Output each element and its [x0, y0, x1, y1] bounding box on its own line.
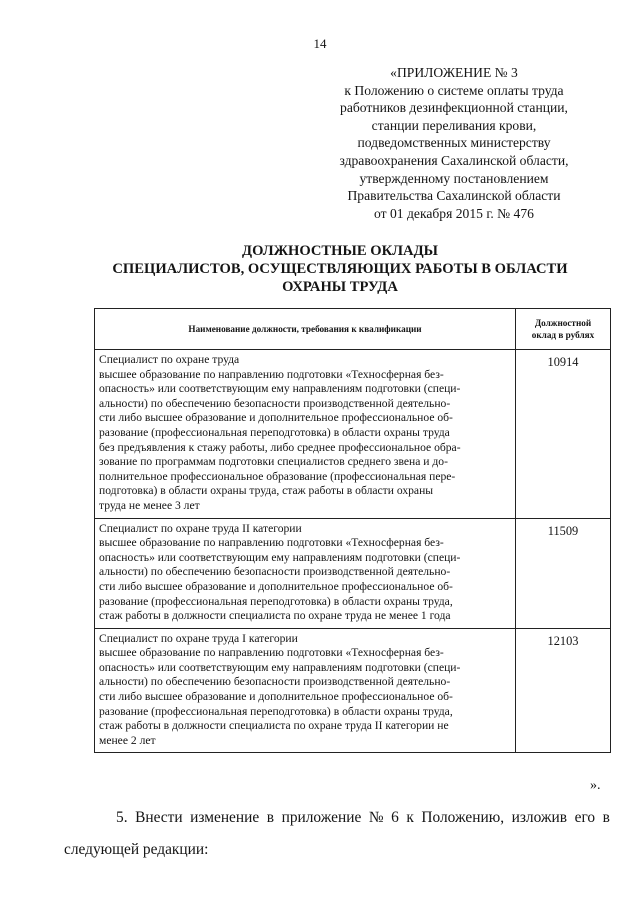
paragraph-word: изменение [190, 809, 260, 826]
appendix-line: здравоохранения Сахалинской области, [339, 152, 569, 168]
paragraph-word: Внести [135, 809, 183, 826]
paragraph-word: № [368, 809, 384, 826]
requirement-line: опасность» или соответствующим ему направлениям подготовки (специ- [99, 550, 461, 564]
requirement-line: разование (профессиональная переподготовка) в области охраны труда, [99, 704, 453, 718]
salary-cell: 12103 [516, 628, 611, 753]
page-number: 14 [313, 36, 327, 51]
position-title: Специалист по охране труда II категории [99, 521, 302, 535]
appendix-line: подведомственных министерству [357, 135, 551, 151]
appendix-line: от 01 декабря 2015 г. № 476 [374, 205, 534, 221]
requirement-line: стаж работы в должности специалиста по охране труда II категории не [99, 719, 449, 733]
position-title: Специалист по охране труда [99, 353, 240, 366]
paragraph-word: 6 [391, 809, 399, 826]
paragraph-word: его [574, 809, 596, 826]
requirement-line: подготовка) в области охраны труда, стаж работы в области охраны [99, 484, 434, 498]
position-title: Специалист по охране труда I категории [99, 631, 298, 645]
requirement-line: альности) по обеспечению безопасности производственной деятельно- [99, 396, 451, 410]
paragraph-word: к [406, 809, 414, 826]
requirement-line: труда не менее 3 лет [99, 498, 200, 512]
position-cell [95, 518, 516, 628]
paragraph-word: Положению, [421, 809, 505, 826]
requirement-line: сти либо высшее образование и дополнительное профессиональное об- [99, 690, 453, 704]
appendix-block [300, 64, 608, 222]
paragraph-word: в [266, 809, 275, 826]
requirement-line: альности) по обеспечению безопасности производственной деятельно- [99, 565, 451, 579]
appendix-line: работников дезинфекционной станции, [340, 100, 568, 116]
salary-table [94, 308, 611, 753]
salary-header-line: Должностной [534, 318, 592, 328]
paragraph-line-justified [64, 806, 610, 830]
paragraph-word: в [602, 809, 610, 826]
paragraph-line: следующей редакции: [64, 841, 209, 858]
requirement-line: стаж работы в должности специалиста по охране труда не менее 1 года [99, 609, 451, 623]
requirement-line: высшее образование по направлению подготовки «Техносферная без- [99, 646, 444, 660]
salary-cell: 11509 [516, 518, 611, 628]
appendix-line: «ПРИЛОЖЕНИЕ № 3 [390, 65, 518, 80]
table-row [95, 350, 611, 519]
paragraph-word: 5. [116, 809, 128, 826]
requirement-line: разование (профессиональная переподготовка) в области охраны труда [99, 425, 450, 439]
requirement-line: зование по программам подготовки специалистов среднего звена и до- [99, 455, 448, 469]
table-row [95, 628, 611, 753]
appendix-line: утвержденному постановлением [359, 170, 549, 186]
heading-line: ОХРАНЫ ТРУДА [282, 279, 398, 295]
requirement-line: опасность» или соответствующим ему направлениям подготовки (специ- [99, 382, 461, 396]
appendix-line: Правительства Сахалинской области [347, 188, 561, 204]
amendment-paragraph [64, 806, 610, 862]
position-cell [95, 350, 516, 519]
requirement-line: альности) по обеспечению безопасности производственной деятельно- [99, 675, 451, 689]
requirement-line: сти либо высшее образование и дополнительное профессиональное об- [99, 411, 453, 425]
appendix-line: к Положению о системе оплаты труда [344, 82, 564, 98]
requirement-line: опасность» или соответствующим ему направлениям подготовки (специ- [99, 660, 461, 674]
position-column-header: Наименование должности, требования к квалификации [95, 309, 516, 350]
paragraph-word: приложение [281, 809, 362, 826]
table-header-row [95, 309, 611, 350]
appendix-line: станции переливания крови, [371, 117, 537, 133]
requirement-line: высшее образование по направлению подготовки «Техносферная без- [99, 367, 444, 381]
document-heading [40, 242, 640, 296]
requirement-line: высшее образование по направлению подготовки «Техносферная без- [99, 536, 444, 550]
requirement-line: полнительное профессиональное образование (профессиональная пере- [99, 469, 456, 483]
paragraph-word: изложив [511, 809, 568, 826]
closing-quote-mark: ». [590, 778, 601, 793]
salary-header-line: оклад в рублях [531, 330, 595, 340]
requirement-line: разование (профессиональная переподготовка) в области охраны труда, [99, 594, 453, 608]
requirement-line: сти либо высшее образование и дополнительное профессиональное об- [99, 579, 453, 593]
salary-column-header [516, 309, 611, 350]
heading-line: ДОЛЖНОСТНЫЕ ОКЛАДЫ [242, 243, 438, 259]
table-row [95, 518, 611, 628]
salary-cell: 10914 [516, 350, 611, 519]
position-cell [95, 628, 516, 753]
heading-line: СПЕЦИАЛИСТОВ, ОСУЩЕСТВЛЯЮЩИХ РАБОТЫ В ОБЛАСТИ [112, 261, 568, 277]
requirement-line: менее 2 лет [99, 733, 156, 747]
requirement-line: без предъявления к стажу работы, либо среднее профессиональное обра- [99, 440, 461, 454]
